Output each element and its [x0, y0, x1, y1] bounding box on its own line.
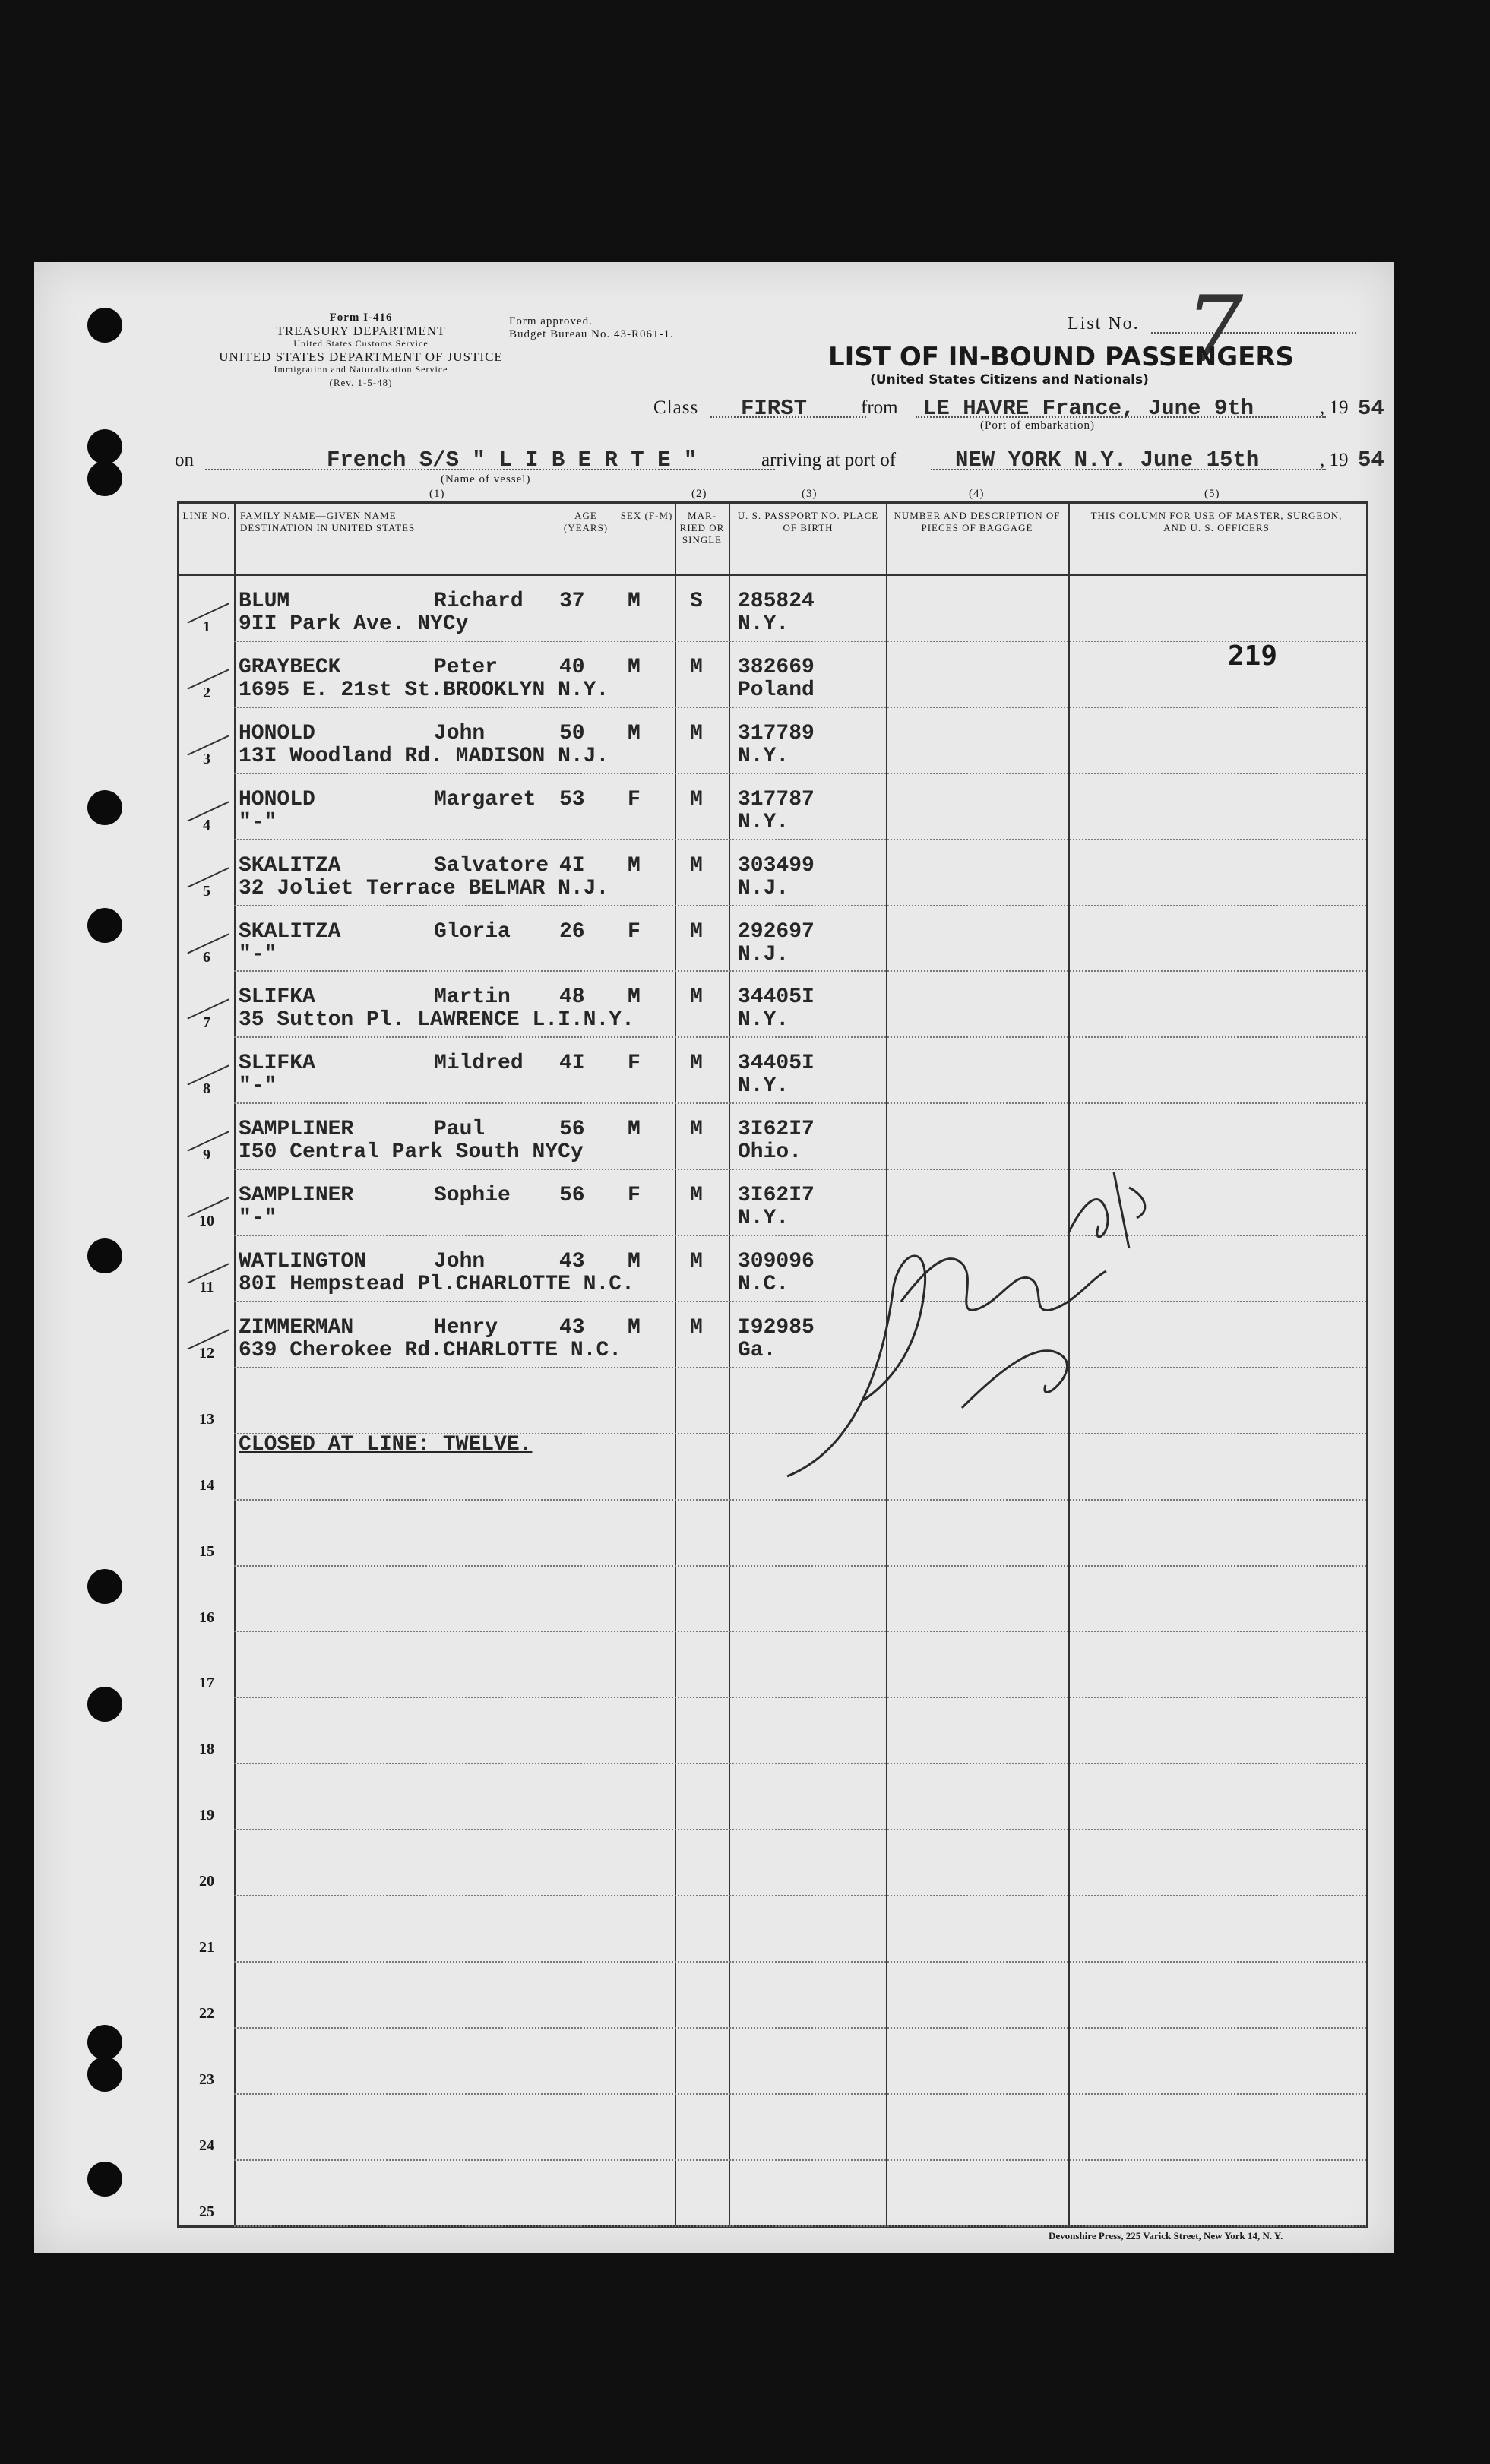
line-number: 22 [199, 2004, 214, 2022]
passport-number: 292697 [738, 919, 815, 944]
family-name: WATLINGTON [239, 1250, 367, 1273]
family-name: SLIFKA [239, 1052, 315, 1076]
age-value: 43 [559, 1250, 585, 1273]
binder-hole [87, 908, 122, 943]
marital-status: S [690, 590, 703, 613]
line-number: 11 [199, 1279, 214, 1295]
form-subtitle: (United States Citizens and Nationals) [870, 372, 1149, 387]
place-of-birth: N.Y. [738, 612, 789, 636]
age-value: 53 [559, 787, 585, 811]
line-number: 7 [203, 1014, 210, 1032]
passport-number: 34405I [738, 1052, 815, 1076]
age-value: 48 [559, 985, 585, 1010]
binder-hole [87, 2057, 122, 2092]
line-number: 18 [199, 1741, 214, 1758]
destination: "-" [239, 810, 277, 834]
printer-imprint: Devonshire Press, 225 Varick Street, New York 14, N. Y. [1049, 2230, 1283, 2241]
passenger-table [177, 501, 1368, 2228]
col-header-name: FAMILY NAME—GIVEN NAME DESTINATION IN UNITED STATES [240, 510, 416, 533]
passport-number: 303499 [738, 853, 815, 878]
list-number: 7 [1185, 277, 1244, 383]
passport-number: 317787 [738, 787, 815, 811]
line-number: 8 [203, 1080, 210, 1098]
passport-number: 3I62I7 [738, 1118, 815, 1142]
line-number: 3 [203, 750, 210, 767]
col-header-married: MAR-RIED OR SINGLE [679, 510, 725, 546]
passport-number: I92985 [738, 1315, 815, 1340]
destination: 639 Cherokee Rd.CHARLOTTE N.C. [239, 1338, 622, 1362]
given-name: Gloria [434, 919, 511, 944]
line-number: 19 [199, 1807, 214, 1824]
year-value-2: 54 [1358, 448, 1384, 473]
line-number: 15 [199, 1542, 214, 1560]
binder-hole [87, 2025, 122, 2060]
marital-status: M [690, 919, 703, 944]
family-name: SKALITZA [239, 853, 341, 878]
line-number: 23 [199, 2070, 214, 2088]
line-number: 25 [199, 2203, 214, 2220]
year-value-1: 54 [1358, 396, 1384, 421]
form-number: Form I-416 [329, 312, 393, 324]
sex-value: M [628, 590, 641, 613]
form-title: LIST OF IN-BOUND PASSENGERS [828, 342, 1294, 372]
sex-value: F [628, 1052, 641, 1076]
col-header-age: AGE (YEARS) [563, 510, 609, 533]
line-number: 4 [203, 816, 210, 833]
binder-hole [87, 790, 122, 825]
age-value: 4I [559, 1052, 585, 1076]
sex-value: M [628, 1250, 641, 1273]
sex-value: M [628, 1315, 641, 1340]
vessel-name: French S/S " L I B E R T E " [327, 448, 698, 473]
line-number: 10 [199, 1213, 214, 1230]
family-name: SAMPLINER [239, 1184, 354, 1208]
col-header-officers: THIS COLUMN FOR USE OF MASTER, SURGEON, AND U. S. OFFICERS [1090, 510, 1343, 533]
destination: 80I Hempstead Pl.CHARLOTTE N.C. [239, 1273, 634, 1296]
port-embark-label: (Port of embarkation) [980, 419, 1095, 432]
age-value: 40 [559, 655, 585, 679]
arrival-port-value: NEW YORK N.Y. June 15th [955, 448, 1260, 473]
line-number: 12 [199, 1344, 214, 1362]
family-name: BLUM [239, 590, 290, 613]
form-header-left [171, 312, 551, 389]
age-value: 4I [559, 853, 585, 878]
dept-name: TREASURY DEPARTMENT [276, 324, 446, 338]
given-name: Salvatore [434, 853, 549, 878]
destination: "-" [239, 942, 277, 966]
family-name: SLIFKA [239, 985, 315, 1010]
on-label: on [175, 450, 194, 470]
binder-hole [87, 1238, 122, 1273]
sex-value: M [628, 853, 641, 878]
year-label-1: , 19 [1320, 397, 1349, 418]
place-of-birth: N.Y. [738, 1008, 789, 1033]
binder-hole [87, 2162, 122, 2197]
place-of-birth: N.J. [738, 942, 789, 966]
line-number: 21 [199, 1939, 214, 1956]
age-value: 50 [559, 721, 585, 745]
destination: 35 Sutton Pl. LAWRENCE L.I.N.Y. [239, 1008, 634, 1033]
arriving-label: arriving at port of [761, 450, 897, 470]
vessel-label: (Name of vessel) [441, 473, 531, 486]
closed-note: CLOSED AT LINE: TWELVE. [239, 1433, 533, 1457]
ins-name: Immigration and Naturalization Service [274, 364, 448, 375]
family-name: GRAYBECK [239, 655, 341, 679]
marital-status: M [690, 1118, 703, 1142]
marital-status: M [690, 721, 703, 745]
marital-status: M [690, 985, 703, 1010]
col-num-3: (3) [802, 488, 818, 500]
binder-hole [87, 461, 122, 496]
given-name: Peter [434, 655, 498, 679]
family-name: SAMPLINER [239, 1118, 354, 1142]
line-number: 6 [203, 948, 210, 966]
place-of-birth: N.Y. [738, 1207, 789, 1231]
justice-dept: UNITED STATES DEPARTMENT OF JUSTICE [219, 350, 503, 364]
line-number: 2 [203, 684, 210, 701]
line-number: 13 [199, 1410, 214, 1428]
place-of-birth: Poland [738, 678, 815, 702]
passport-number: 285824 [738, 590, 815, 613]
passenger-manifest-sheet [34, 262, 1394, 2253]
given-name: Richard [434, 590, 524, 613]
destination: 13I Woodland Rd. MADISON N.J. [239, 744, 609, 768]
marital-status: M [690, 1052, 703, 1076]
officer-stamp: 219 [1228, 641, 1278, 672]
passport-number: 317789 [738, 721, 815, 745]
destination: "-" [239, 1074, 277, 1099]
marital-status: M [690, 1315, 703, 1340]
age-value: 56 [559, 1118, 585, 1142]
binder-hole [87, 429, 122, 464]
line-number: 9 [203, 1147, 210, 1164]
destination: 9II Park Ave. NYCy [239, 612, 469, 636]
sex-value: M [628, 655, 641, 679]
form-approval: Form approved. Budget Bureau No. 43-R061-1. [509, 315, 674, 340]
place-of-birth: Ga. [738, 1338, 777, 1362]
line-number: 17 [199, 1675, 214, 1692]
year-label-2: , 19 [1320, 450, 1349, 470]
line-number: 24 [199, 2137, 214, 2154]
family-name: HONOLD [239, 721, 315, 745]
place-of-birth: N.Y. [738, 810, 789, 834]
given-name: Sophie [434, 1184, 511, 1208]
destination: I50 Central Park South NYCy [239, 1140, 584, 1165]
given-name: Martin [434, 985, 511, 1010]
list-no-label: List No. [1068, 314, 1140, 334]
marital-status: M [690, 655, 703, 679]
age-value: 56 [559, 1184, 585, 1208]
passport-number: 34405I [738, 985, 815, 1010]
sex-value: F [628, 1184, 641, 1208]
passport-number: 309096 [738, 1250, 815, 1273]
col-num-2: (2) [691, 488, 707, 500]
line-number: 5 [203, 882, 210, 900]
col-num-5: (5) [1204, 488, 1220, 500]
passport-number: 382669 [738, 655, 815, 679]
given-name: Margaret [434, 787, 536, 811]
col-header-sex: SEX (F-M) [620, 510, 673, 521]
col-num-1: (1) [429, 488, 445, 500]
passport-number: 3I62I7 [738, 1184, 815, 1208]
given-name: John [434, 721, 486, 745]
col-header-passport: U. S. PASSPORT NO. PLACE OF BIRTH [737, 510, 879, 533]
inspector-signature [772, 1157, 1167, 1491]
embarkation-value: LE HAVRE France, June 9th [923, 396, 1254, 421]
line-number: 1 [203, 618, 210, 635]
marital-status: M [690, 1250, 703, 1273]
marital-status: M [690, 853, 703, 878]
sex-value: F [628, 787, 641, 811]
binder-hole [87, 308, 122, 343]
revision: (Rev. 1-5-48) [329, 377, 393, 388]
age-value: 26 [559, 919, 585, 944]
given-name: Mildred [434, 1052, 524, 1076]
family-name: ZIMMERMAN [239, 1315, 354, 1340]
sex-value: M [628, 721, 641, 745]
col-header-line: LINE NO. [182, 510, 231, 521]
destination: "-" [239, 1207, 277, 1231]
place-of-birth: Ohio. [738, 1140, 802, 1165]
given-name: Henry [434, 1315, 498, 1340]
place-of-birth: N.C. [738, 1273, 789, 1296]
given-name: John [434, 1250, 486, 1273]
age-value: 37 [559, 590, 585, 613]
given-name: Paul [434, 1118, 486, 1142]
place-of-birth: N.Y. [738, 744, 789, 768]
class-value: FIRST [741, 396, 808, 421]
sex-value: F [628, 919, 641, 944]
binder-hole [87, 1569, 122, 1604]
customs-service: United States Customs Service [293, 338, 429, 349]
place-of-birth: N.Y. [738, 1074, 789, 1099]
line-number: 16 [199, 1608, 214, 1626]
destination: 32 Joliet Terrace BELMAR N.J. [239, 876, 609, 900]
age-value: 43 [559, 1315, 585, 1340]
col-header-baggage: NUMBER AND DESCRIPTION OF PIECES OF BAGGAGE [894, 510, 1061, 533]
class-label: Class [653, 397, 699, 418]
line-number: 14 [199, 1476, 214, 1494]
sex-value: M [628, 1118, 641, 1142]
place-of-birth: N.J. [738, 876, 789, 900]
col-num-4: (4) [969, 488, 985, 500]
family-name: HONOLD [239, 787, 315, 811]
destination: 1695 E. 21st St.BROOKLYN N.Y. [239, 678, 609, 702]
binder-hole [87, 1687, 122, 1722]
marital-status: M [690, 787, 703, 811]
from-label: from [861, 397, 898, 418]
family-name: SKALITZA [239, 919, 341, 944]
marital-status: M [690, 1184, 703, 1208]
sex-value: M [628, 985, 641, 1010]
line-number: 20 [199, 1873, 214, 1890]
